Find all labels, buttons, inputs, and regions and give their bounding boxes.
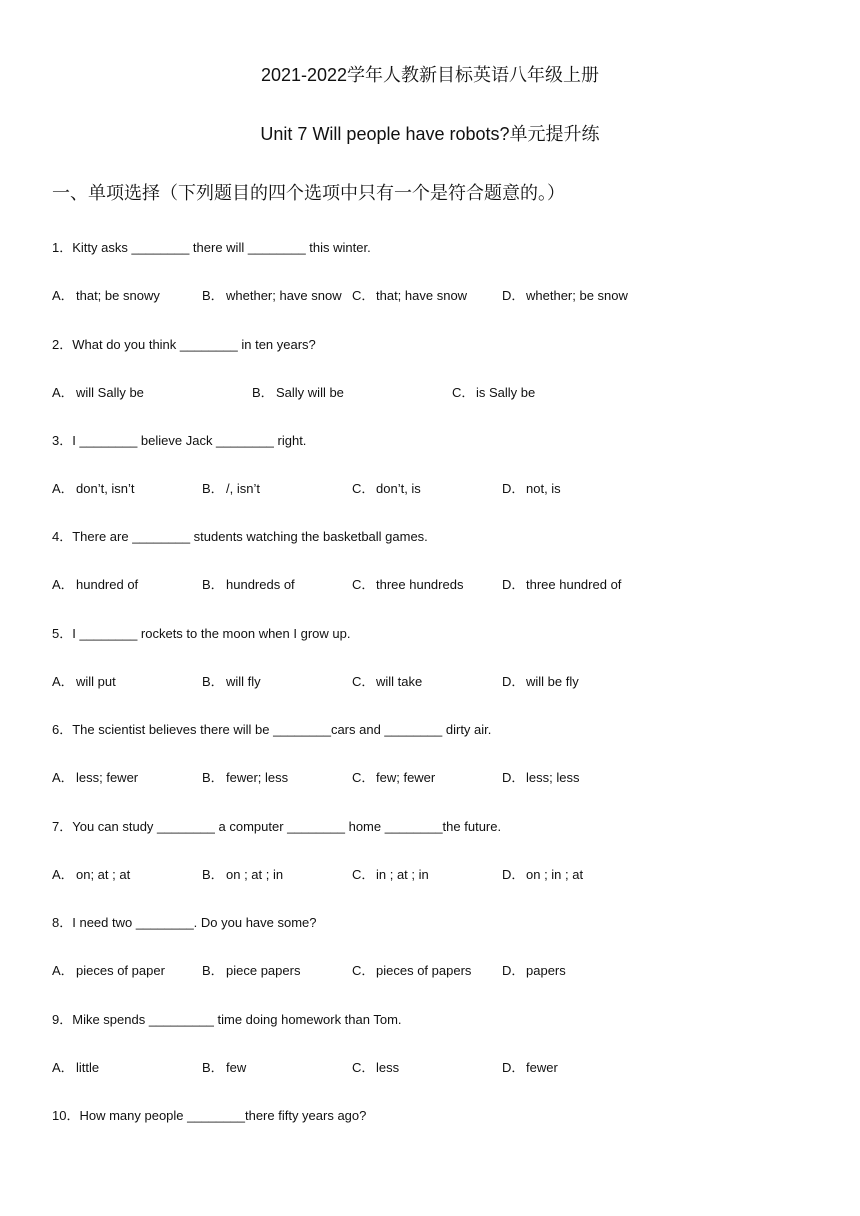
question-stem: I need two ________. Do you have some? xyxy=(72,915,317,930)
option-a: A． will put xyxy=(52,674,116,689)
question-number: 10． xyxy=(52,1108,80,1123)
option-b: B． hundreds of xyxy=(202,577,295,592)
question-number: 2． xyxy=(52,337,73,352)
option-a: A． will Sally be xyxy=(52,385,144,400)
question-stem: Kitty asks ________ there will ________ this winter. xyxy=(72,240,371,255)
options-5 xyxy=(52,674,812,690)
question-9 xyxy=(52,1012,402,1028)
question-stem: I ________ believe Jack ________ right. xyxy=(72,433,307,448)
option-c: C． in ; at ; in xyxy=(352,867,429,882)
option-c: C． less xyxy=(352,1060,400,1075)
option-b: B． fewer; less xyxy=(202,770,289,785)
question-stem: There are ________ students watching the basketball games. xyxy=(72,529,428,544)
section-heading: 一、单项选择（下列题目的四个选项中只有一个是符合题意的。） xyxy=(52,183,565,203)
question-number: 3． xyxy=(52,433,73,448)
option-b: B． will fly xyxy=(202,674,261,689)
option-d: D． three hundred of xyxy=(502,577,622,592)
question-3 xyxy=(52,433,306,449)
question-1 xyxy=(52,240,371,256)
options-7 xyxy=(52,867,812,883)
option-d: D． will be fly xyxy=(502,674,579,689)
document-title: 2021-2022学年人教新目标英语八年级上册 xyxy=(260,65,600,85)
option-b: B． on ; at ; in xyxy=(202,867,284,882)
option-d: D． fewer xyxy=(502,1060,558,1075)
question-2 xyxy=(52,337,316,353)
option-d: D． whether; be snow xyxy=(502,288,628,303)
option-c: C． that; have snow xyxy=(352,288,468,303)
options-9 xyxy=(52,1060,812,1076)
question-4 xyxy=(52,529,428,545)
question-5 xyxy=(52,626,350,642)
option-a: A． pieces of paper xyxy=(52,963,165,978)
option-a: A． on; at ; at xyxy=(52,867,131,882)
question-number: 7． xyxy=(52,819,73,834)
option-b: B． piece papers xyxy=(202,963,301,978)
option-a: A． hundred of xyxy=(52,577,139,592)
question-stem: What do you think ________ in ten years? xyxy=(72,337,316,352)
option-c: C． pieces of papers xyxy=(352,963,472,978)
options-4 xyxy=(52,577,812,593)
question-number: 6． xyxy=(52,722,73,737)
option-c: C． don’t, is xyxy=(352,481,421,496)
options-1 xyxy=(52,288,812,304)
option-c: C． three hundreds xyxy=(352,577,464,592)
option-d: D． papers xyxy=(502,963,566,978)
option-b: B． few xyxy=(202,1060,247,1075)
question-number: 8． xyxy=(52,915,73,930)
question-number: 5． xyxy=(52,626,73,641)
question-stem: The scientist believes there will be ________cars and ________ dirty air. xyxy=(72,722,492,737)
option-b: B． Sally will be xyxy=(252,385,344,400)
question-stem: I ________ rockets to the moon when I grow up. xyxy=(72,626,351,641)
options-3 xyxy=(52,481,812,497)
option-d: D． less; less xyxy=(502,770,580,785)
question-stem: You can study ________ a computer ________ home ________the future. xyxy=(72,819,502,834)
option-c: C． is Sally be xyxy=(452,385,536,400)
option-c: C． few; fewer xyxy=(352,770,436,785)
question-number: 1． xyxy=(52,240,73,255)
document-subtitle: Unit 7 Will people have robots?单元提升练 xyxy=(260,124,600,144)
option-a: A． don’t, isn’t xyxy=(52,481,135,496)
option-a: A． little xyxy=(52,1060,100,1075)
question-number: 4． xyxy=(52,529,73,544)
question-stem: Mike spends _________ time doing homework than Tom. xyxy=(72,1012,402,1027)
question-10 xyxy=(52,1108,366,1124)
question-8 xyxy=(52,915,317,931)
options-2 xyxy=(52,385,812,401)
options-6 xyxy=(52,770,812,786)
option-a: A． less; fewer xyxy=(52,770,139,785)
options-8 xyxy=(52,963,812,979)
option-b: B． whether; have snow xyxy=(202,288,342,303)
question-stem: How many people ________there fifty years ago? xyxy=(79,1108,367,1123)
option-d: D． not, is xyxy=(502,481,561,496)
option-b: B． /, isn’t xyxy=(202,481,260,496)
option-a: A． that; be snowy xyxy=(52,288,160,303)
question-7 xyxy=(52,819,501,835)
question-number: 9． xyxy=(52,1012,73,1027)
option-d: D． on ; in ; at xyxy=(502,867,584,882)
question-6 xyxy=(52,722,491,738)
option-c: C． will take xyxy=(352,674,423,689)
